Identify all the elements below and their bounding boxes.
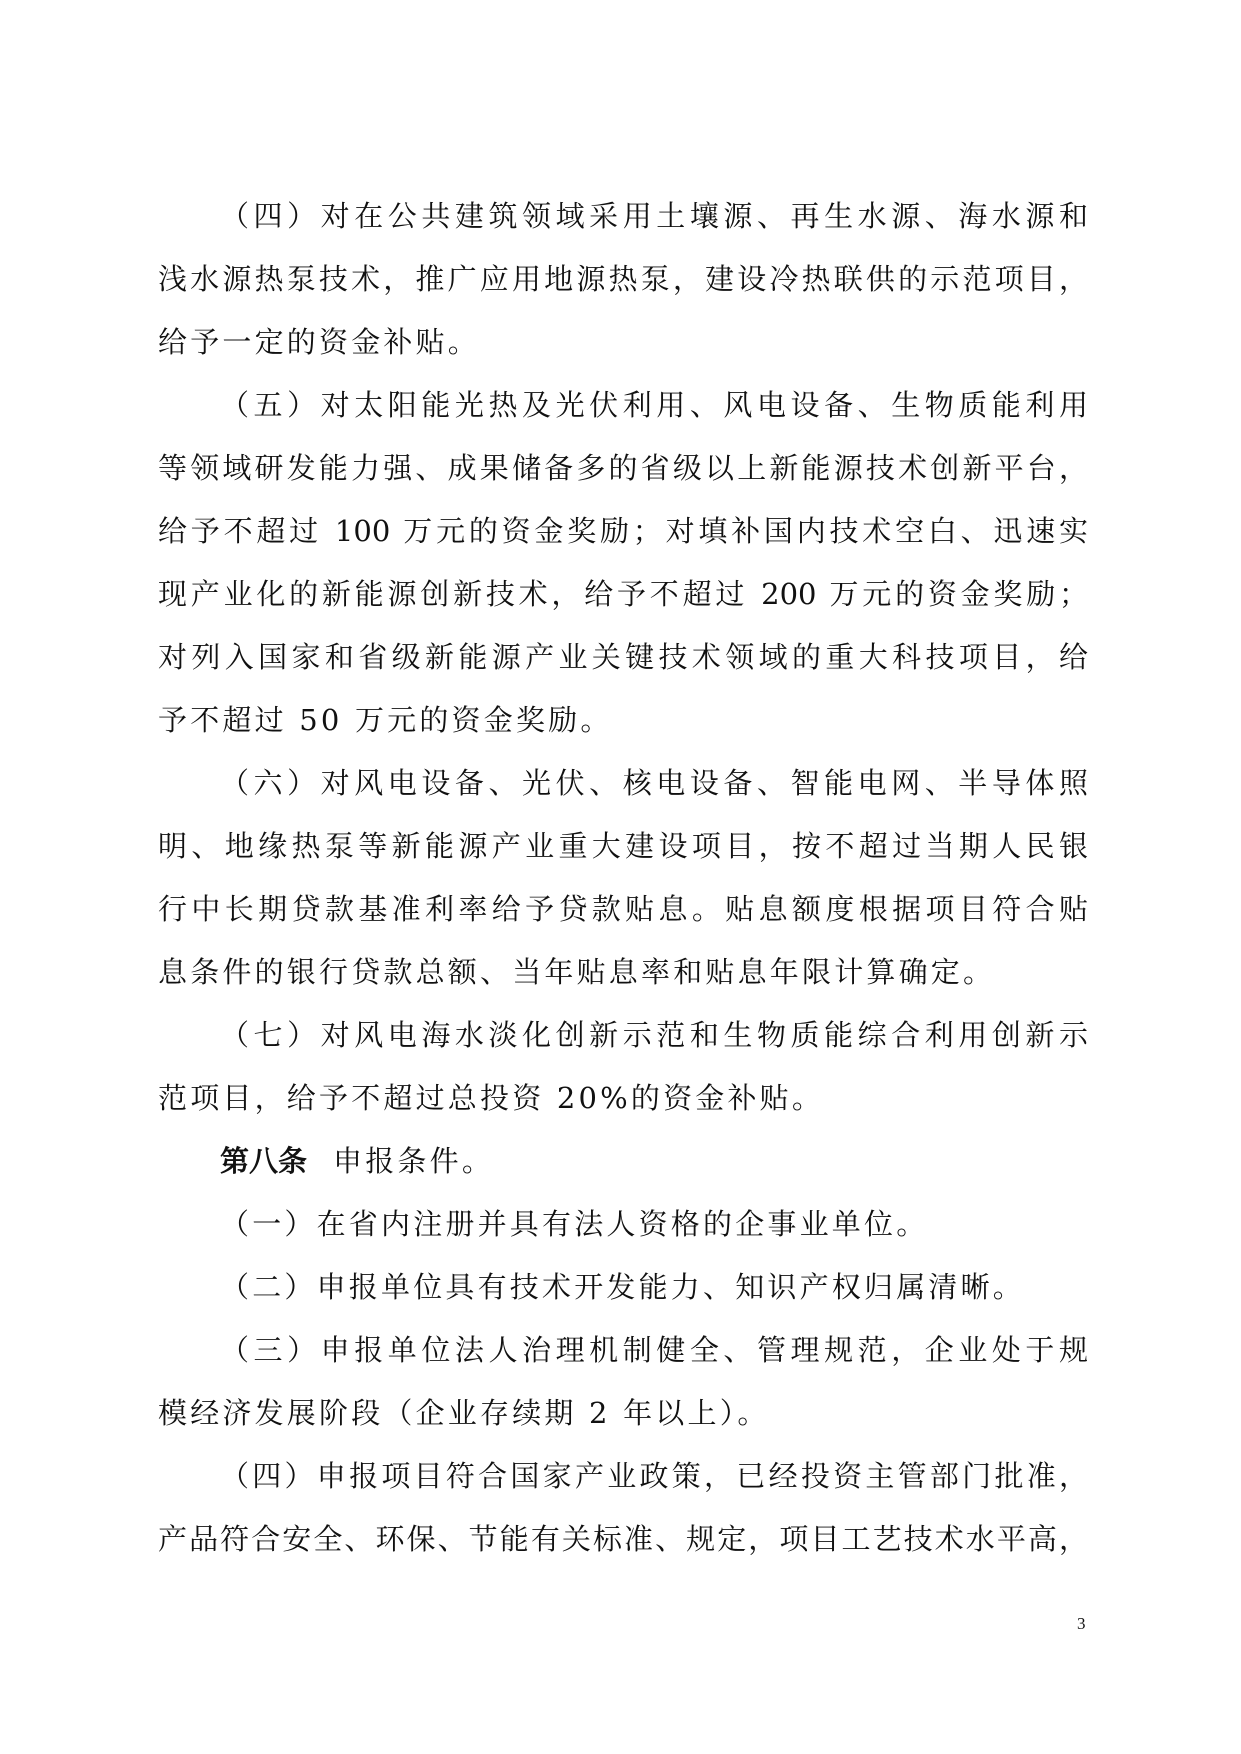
line-text: 等领域研发能力强、成果储备多的省级以上新能源技术创新平台， [158,451,1088,485]
line-text: 对列入国家和省级新能源产业关键技术领域的重大科技项目，给 [158,640,1088,674]
line-text: 给予不超过 100 万元的资金奖励；对填补国内技术空白、迅速实 [158,514,1088,548]
line-text: 浅水源热泵技术，推广应用地源热泵，建设冷热联供的示范项目， [158,262,1088,296]
line-text: 产品符合安全、环保、节能有关标准、规定，项目工艺技术水平高， [158,1522,1088,1556]
line-text: 明、地缘热泵等新能源产业重大建设项目，按不超过当期人民银 [158,829,1088,863]
line-text: 给予一定的资金补贴。 [158,325,481,359]
page-number: 3 [1077,1614,1086,1633]
text-line [158,1508,1088,1571]
text-line [158,1193,1088,1256]
line-text: 申报条件。 [333,1144,495,1178]
text-line [158,311,1088,374]
text-line [158,563,1088,626]
text-line [158,1319,1088,1382]
line-text: （五）对太阳能光热及光伏利用、风电设备、生物质能利用 [220,388,1088,422]
article-label: 第八条 [220,1144,308,1178]
text-line [158,941,1088,1004]
text-line [158,1256,1088,1319]
text-line [158,374,1088,437]
text-line [158,248,1088,311]
text-line [158,1067,1088,1130]
text-line [158,626,1088,689]
text-line [158,878,1088,941]
line-text: （六）对风电设备、光伏、核电设备、智能电网、半导体照 [220,766,1088,800]
line-text: （一）在省内注册并具有法人资格的企事业单位。 [220,1207,929,1241]
line-text: 行中长期贷款基准利率给予贷款贴息。贴息额度根据项目符合贴 [158,892,1088,926]
line-text: 息条件的银行贷款总额、当年贴息率和贴息年限计算确定。 [158,955,996,989]
article-heading-line [158,1130,1088,1193]
text-line [158,815,1088,878]
line-text: 予不超过 50 万元的资金奖励。 [158,703,613,737]
text-line [158,1004,1088,1067]
line-text: 模经济发展阶段（企业存续期 2 年以上）。 [158,1396,770,1430]
text-line [158,500,1088,563]
line-text: 范项目，给予不超过总投资 20%的资金补贴。 [158,1081,825,1115]
line-text: （三）申报单位法人治理机制健全、管理规范，企业处于规 [220,1333,1088,1367]
text-line [158,185,1088,248]
line-text: （二）申报单位具有技术开发能力、知识产权归属清晰。 [220,1270,1026,1304]
text-line [158,437,1088,500]
body-text [158,185,1088,1571]
text-line [158,1382,1088,1445]
line-text: 现产业化的新能源创新技术，给予不超过 200 万元的资金奖励； [158,577,1088,611]
line-text: （七）对风电海水淡化创新示范和生物质能综合利用创新示 [220,1018,1088,1052]
text-line [158,689,1088,752]
line-text: （四）申报项目符合国家产业政策，已经投资主管部门批准， [220,1459,1088,1493]
text-line [158,752,1088,815]
text-line [158,1445,1088,1508]
line-text: （四）对在公共建筑领域采用土壤源、再生水源、海水源和 [220,199,1088,233]
